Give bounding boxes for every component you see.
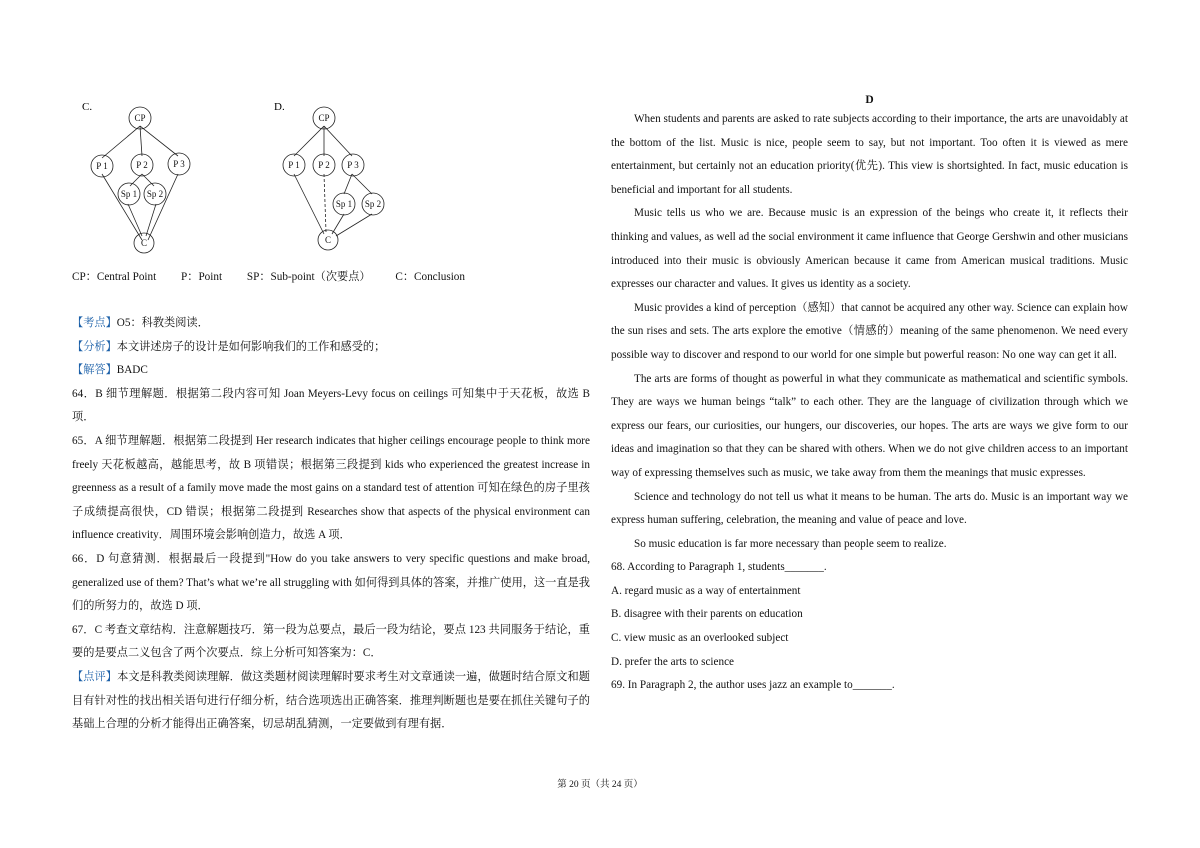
kaodian-text: O5：科教类阅读． xyxy=(116,317,209,329)
answer-64: 64．B 细节理解题．根据第二段内容可知 Joan Meyers-Levy focus on ceilings 可知集中于天花板，故选 B 项． xyxy=(72,387,590,424)
answer-66: 66．D 句意猜测．根据最后一段提到"How do you take answers to very specific questions and make broad, generalized use of them? That’s what we’re all struggling with 如何得到具体的答案，并推广使用，这一直是我们的所努力的，故选 D 项． xyxy=(72,552,590,613)
passage-paragraph-4: The arts are forms of thought as powerful in what they communicate as mathematical and scientific symbols. They are ways we human beings “talk” to each other. They are the language of civilization through which we express our fears, our curiosities, our hungers, our discoveries, our hopes. The arts are ways we give form to our ideas and imagination so that they can be shared with others. When we do not give children access to an important way of expressing themselves such as music, we take away from them the meanings that music expresses. xyxy=(611,372,1128,479)
passage-paragraph-1: When students and parents are asked to rate subjects according to their importance, the arts are unavoidably at the bottom of the list. Music is nice, people seem to say, but not important. Too often it is viewed as mere entertainment, but certainly not an education priority(优先). This view is shortsighted. In fact, music education is beneficial and important for all students. xyxy=(611,113,1128,196)
fenxi-text: 本文讲述房子的设计是如何影响我们的工作和感受的； xyxy=(116,340,386,353)
diagram-c-node-p2: P 2 xyxy=(136,160,148,170)
dianping-tag: 【点评】 xyxy=(72,670,118,683)
legend-cp: CP：Central Point xyxy=(72,271,157,283)
jieda-text: BADC xyxy=(116,364,148,377)
question-68-option-b: B. disagree with their parents on education xyxy=(611,608,803,621)
legend-p: P：Point xyxy=(181,271,223,283)
diagram-c-node-sp1: Sp 1 xyxy=(120,189,138,199)
dianping-text: 本文是科教类阅读理解．做这类题材阅读理解时要求考生对文章通读一遍，做题时结合原文和题目有针对性的找出相关语句进行仔细分析，结合选项选出正确答案．推理判断题也是要在抓住关键句子的基础上合理的分析才能得出正确答案，切忌胡乱猜测，一定要做到有理有据． xyxy=(72,670,590,731)
page-number-footer: 第 20 页（共 24 页） xyxy=(557,780,643,790)
diagram-d-node-c: C xyxy=(324,235,332,245)
diagram-c-node-p1: P 1 xyxy=(96,161,108,171)
diagram-d-node-sp1: Sp 1 xyxy=(335,199,353,209)
answer-65: 65．A 细节理解题．根据第二段提到 Her research indicates that higher ceilings encourage people to think more freely 天花板越高，越能思考，故 B 项错误；根据第三段提到 kids who experienced the greatest increase in greenness as a result of a family move made the most gains on a standard test of attention 可知在绿色的房子里孩子成绩提高很快，CD 错误；根据第二段提到 Researches show that aspects of the physical environment can influence creativity．周围环境会影响创造力，故选 A 项． xyxy=(72,434,590,542)
passage-paragraph-2: Music tells us who we are. Because music is an expression of the beings who create it, it reflects their thinking and values, as well ad the social environment it came influence that George Gershwin and other musicians introduced into their music is obviously American because it came from American musical traditions. Music expresses our character and values. It gives us identity as a society. xyxy=(611,207,1128,291)
passage-paragraph-5: Science and technology do not tell us what it means to be human. The arts do. Music is an important way we express human suffering, celebration, the meaning and value of peace and love. xyxy=(611,490,1128,527)
question-68: 68. According to Paragraph 1, students_______. xyxy=(611,561,827,574)
answer-67: 67．C 考查文章结构．注意解题技巧．第一段为总要点，最后一段为结论，要点 123 共同服务于结论，重要的是要点二义包含了两个次要点．综上分析可知答案为：C． xyxy=(72,623,590,660)
jieda-tag: 【解答】 xyxy=(72,364,117,377)
question-69: 69. In Paragraph 2, the author uses jazz an example to_______. xyxy=(611,679,895,692)
diagram-d-node-cp: CP xyxy=(318,113,330,123)
diagram-legend xyxy=(72,268,487,284)
diagram-d-node-p2: P 2 xyxy=(318,160,330,170)
diagram-c-node-c: C xyxy=(140,238,148,248)
diagram-d-node-p3: P 3 xyxy=(347,160,359,170)
dianping-line xyxy=(72,666,590,737)
question-68-option-c: C. view music as an overlooked subject xyxy=(611,632,789,645)
passage-paragraph-3: Music provides a kind of perception（感知）that cannot be acquired any other way. Science can explain how the sun rises and sets. The arts explore the emotive（情感的）meaning of the same phenomenon. We need every possible way to discover and respond to our world for one simple but powerful reason: No one way can get it all. xyxy=(611,301,1128,361)
passage-title: D xyxy=(865,94,874,106)
diagram-d-node-sp2: Sp 2 xyxy=(364,199,382,209)
question-68-option-a: A. regard music as a way of entertainment xyxy=(611,584,801,597)
answer-analysis xyxy=(72,312,590,737)
diagram-c-node-sp2: Sp 2 xyxy=(146,189,164,199)
reading-passage-d xyxy=(611,92,1128,698)
kaodian-tag: 【考点】 xyxy=(72,317,117,329)
fenxi-tag: 【分析】 xyxy=(72,340,117,353)
diagram-d-label: D. xyxy=(274,101,285,113)
legend-c: C：Conclusion xyxy=(395,271,465,283)
diagram-c-label: C. xyxy=(82,101,93,113)
structure-diagram-c xyxy=(80,96,210,256)
diagram-c-node-cp: CP xyxy=(134,113,146,123)
structure-diagram-d xyxy=(272,96,402,256)
legend-sp: SP：Sub-point（次要点） xyxy=(246,271,371,283)
diagram-d-node-p1: P 1 xyxy=(288,160,300,170)
question-68-option-d: D. prefer the arts to science xyxy=(611,655,735,668)
fenxi-line xyxy=(72,336,590,360)
diagram-c-node-p3: P 3 xyxy=(173,159,185,169)
jieda-line xyxy=(72,359,590,383)
kaodian-line xyxy=(72,312,590,336)
passage-paragraph-6: So music education is far more necessary than people seem to realize. xyxy=(634,537,947,550)
